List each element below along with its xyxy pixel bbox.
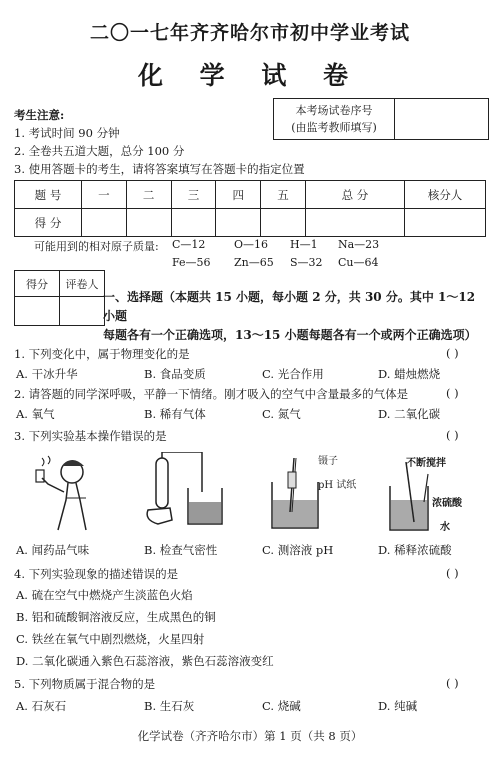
exam-subtitle: 化 学 试 卷 — [137, 61, 363, 90]
atomic-mass-value: S—32 — [290, 256, 323, 269]
grader-reviewer-field[interactable] — [60, 297, 105, 326]
score-cell[interactable] — [405, 209, 486, 237]
option: B. 生石灰 — [144, 699, 195, 713]
option: D. 二氧化碳通入紫色石蕊溶液，紫色石蕊溶液变红 — [16, 654, 274, 668]
option: A. 氧气 — [16, 407, 55, 421]
option: C. 铁丝在氧气中剧烈燃烧，火星四射 — [16, 632, 205, 646]
grader-score-field[interactable] — [15, 297, 60, 326]
option: C. 测溶液 pH — [262, 543, 334, 557]
score-col-4: 四 — [216, 181, 261, 209]
atomic-mass-value: O—16 — [234, 238, 269, 251]
option: D. 纯碱 — [378, 699, 418, 713]
figure-airtight-check — [142, 452, 232, 534]
question-stem: 1. 下列变化中，属于物理变化的是 — [14, 347, 190, 361]
score-table-score-row — [15, 209, 486, 237]
label-stir: 不断搅拌 — [406, 458, 446, 469]
seat-number-label — [274, 99, 395, 139]
atomic-mass-label: 可能用到的相对原子质量: — [34, 240, 159, 253]
figure-dilute-acid — [384, 462, 434, 534]
score-cell[interactable] — [171, 209, 216, 237]
notice-item: 2. 全卷共五道大题，总分 100 分 — [14, 144, 185, 158]
atomic-mass-value: Zn—65 — [234, 256, 274, 269]
notice-heading: 考生注意: — [14, 108, 65, 122]
label-water: 水 — [440, 522, 450, 533]
section-title — [103, 288, 488, 345]
answer-paren[interactable]: ( ) — [446, 676, 459, 690]
atomic-mass-value: H—1 — [290, 238, 318, 251]
score-col-5: 五 — [261, 181, 306, 209]
label-ph-paper: pH 试纸 — [318, 480, 357, 491]
question-stem: 4. 下列实验现象的描述错误的是 — [14, 567, 179, 581]
option: B. 铝和硫酸铜溶液反应，生成黑色的铜 — [16, 610, 216, 624]
notice-item: 3. 使用答题卡的考生，请将答案填写在答题卡的指定位置 — [14, 162, 305, 176]
option: B. 稀有气体 — [144, 407, 206, 421]
option: A. 石灰石 — [16, 699, 67, 713]
score-row-label: 得 分 — [15, 209, 82, 237]
score-col-total: 总 分 — [305, 181, 404, 209]
option: D. 蜡烛燃烧 — [378, 367, 441, 381]
seat-label-line2: (由监考教师填写) — [291, 121, 377, 134]
score-col-checker: 核分人 — [405, 181, 486, 209]
option: B. 食品变质 — [144, 367, 206, 381]
grader-box — [14, 270, 105, 326]
option: C. 烧碱 — [262, 699, 301, 713]
answer-paren[interactable]: ( ) — [446, 428, 459, 442]
label-acid: 浓硫酸 — [432, 498, 462, 509]
score-col-label: 题 号 — [15, 181, 82, 209]
seat-number-field[interactable] — [395, 99, 488, 139]
option: C. 光合作用 — [262, 367, 324, 381]
score-col-2: 二 — [126, 181, 171, 209]
score-cell[interactable] — [126, 209, 171, 237]
option: C. 氮气 — [262, 407, 301, 421]
atomic-mass-value: Cu—64 — [338, 256, 379, 269]
exam-title: 二〇一七年齐齐哈尔市初中学业考试 — [89, 22, 410, 44]
notice-item: 1. 考试时间 90 分钟 — [14, 126, 120, 140]
answer-paren[interactable]: ( ) — [446, 386, 459, 400]
option: A. 硫在空气中燃烧产生淡蓝色火焰 — [16, 588, 193, 602]
figure-smell-chemical — [28, 452, 108, 534]
section-title-line1: 一、选择题（本题共 15 小题，每小题 2 分，共 30 分。其中 1～12 小题 — [103, 290, 476, 323]
section-title-line2: 每题各有一个正确选项，13～15 小题每题各有一个或两个正确选项） — [103, 328, 477, 342]
score-table — [14, 180, 486, 237]
option: A. 闻药品气味 — [16, 543, 90, 557]
seat-number-box — [273, 98, 489, 140]
option: D. 稀释浓硫酸 — [378, 543, 452, 557]
answer-paren[interactable]: ( ) — [446, 566, 459, 580]
score-cell[interactable] — [305, 209, 404, 237]
atomic-mass-value: Fe—56 — [172, 256, 211, 269]
grader-score-label: 得分 — [15, 271, 60, 297]
score-cell[interactable] — [216, 209, 261, 237]
score-cell[interactable] — [82, 209, 127, 237]
page-footer: 化学试卷（齐齐哈尔市）第 1 页（共 8 页） — [137, 729, 363, 743]
grader-reviewer-label: 评卷人 — [60, 271, 105, 297]
label-tweezers: 镊子 — [318, 456, 338, 467]
question-stem: 5. 下列物质属于混合物的是 — [14, 677, 156, 691]
atomic-mass-value: C—12 — [172, 238, 206, 251]
question-stem: 2. 请答题的同学深呼吸，平静一下情绪。刚才吸入的空气中含量最多的气体是 — [14, 387, 409, 401]
atomic-mass-value: Na—23 — [338, 238, 380, 251]
option: B. 检查气密性 — [144, 543, 218, 557]
answer-paren[interactable]: ( ) — [446, 346, 459, 360]
option: D. 二氧化碳 — [378, 407, 441, 421]
score-col-3: 三 — [171, 181, 216, 209]
question-stem: 3. 下列实验基本操作错误的是 — [14, 429, 167, 443]
seat-label-line1: 本考场试卷序号 — [295, 104, 373, 117]
score-table-header-row — [15, 181, 486, 209]
option: A. 干冰升华 — [16, 367, 78, 381]
score-col-1: 一 — [82, 181, 127, 209]
score-cell[interactable] — [261, 209, 306, 237]
